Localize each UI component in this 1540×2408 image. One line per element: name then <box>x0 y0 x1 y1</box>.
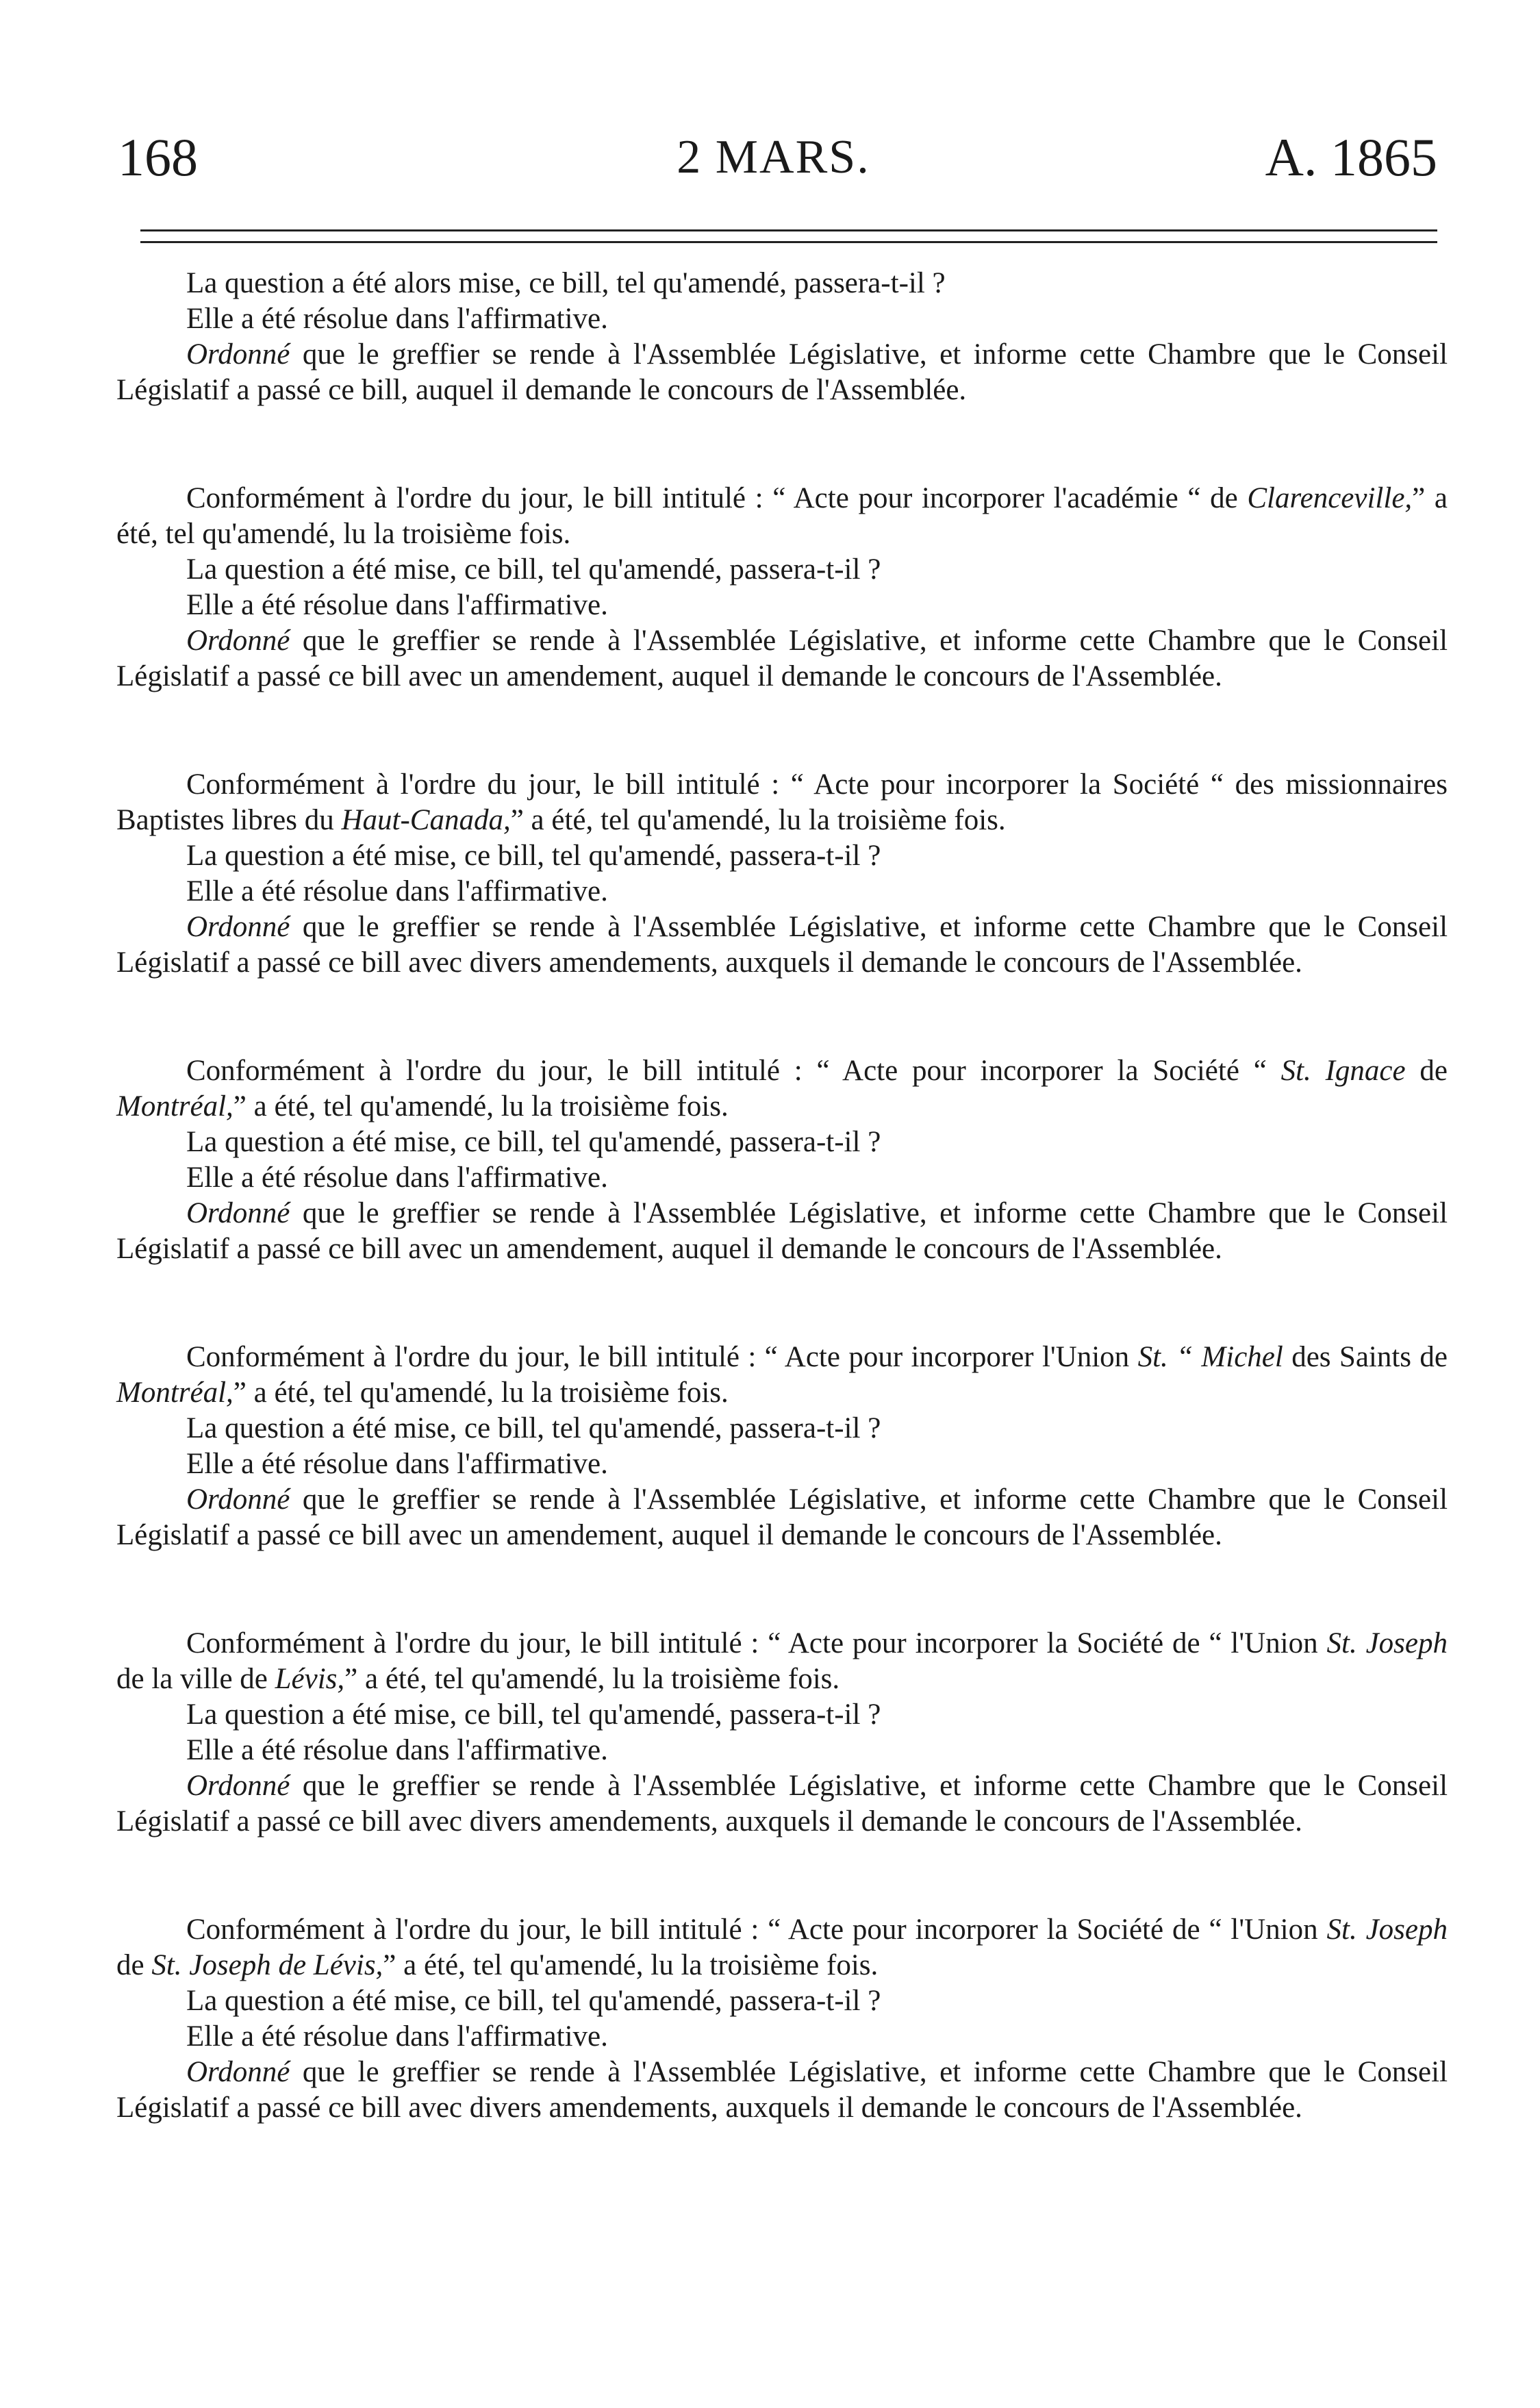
order-text: que le greffier se rende à l'Assemblée Législative, et informe cette Chambre que le Conseil Législatif a passé ce bill, auquel il demande le concours de l'Assemblée. <box>116 338 1448 406</box>
order-text: que le greffier se rende à l'Assemblée Législative, et informe cette Chambre que le Conseil Législatif a passé ce bill avec un amendement, auquel il demande le concours de l'Assemblée. <box>116 625 1448 692</box>
bill-name: Clarenceville, <box>1247 482 1413 514</box>
order-text: que le greffier se rende à l'Assemblée Législative, et informe cette Chambre que le Conseil Législatif a passé ce bill avec un amendement, auquel il demande le concours de l'Assemblée. <box>116 1483 1448 1551</box>
proceeding-entry <box>116 266 1448 408</box>
bill-name: St. “ Michel <box>1137 1341 1283 1373</box>
proceeding-entry <box>116 1053 1448 1267</box>
bill-name: St. Joseph <box>1326 1914 1448 1946</box>
proceeding-entry <box>116 1626 1448 1840</box>
proceeding-entry <box>116 481 1448 694</box>
bill-name: St. Ignace <box>1280 1055 1406 1087</box>
page-body <box>116 266 1448 2126</box>
question-line: La question a été mise, ce bill, tel qu'amendé, passera-t-il ? <box>186 1126 881 1158</box>
question-line: La question a été mise, ce bill, tel qu'amendé, passera-t-il ? <box>186 840 881 872</box>
order-paragraph <box>116 1196 1448 1267</box>
order-text: que le greffier se rende à l'Assemblée Législative, et informe cette Chambre que le Conseil Législatif a passé ce bill avec divers amendements, auxquels il demande le concours de l'Assemblée. <box>116 911 1448 979</box>
question-line: La question a été mise, ce bill, tel qu'amendé, passera-t-il ? <box>186 1412 881 1444</box>
resolution-line: Elle a été résolue dans l'affirmative. <box>186 303 608 335</box>
order-text: que le greffier se rende à l'Assemblée Législative, et informe cette Chambre que le Conseil Législatif a passé ce bill avec divers amendements, auxquels il demande le concours de l'Assemblée. <box>116 2056 1448 2124</box>
order-paragraph <box>116 623 1448 694</box>
order-paragraph <box>116 910 1448 981</box>
proceeding-entry <box>116 767 1448 981</box>
resolution-line: Elle a été résolue dans l'affirmative. <box>186 2020 608 2053</box>
place-name: Montréal, <box>116 1377 233 1409</box>
resolution-line: Elle a été résolue dans l'affirmative. <box>186 589 608 621</box>
bill-reading-paragraph: Conformément à l'ordre du jour, le bill intitulé : “ Acte pour incorporer l'Union St. “ Michel des Saints de Montréal,” a été, tel qu'amendé, lu la troisième fois. <box>116 1341 1448 1409</box>
bill-reading-paragraph: Conformément à l'ordre du jour, le bill intitulé : “ Acte pour incorporer la Société “ des missionnaires Baptistes libres du Haut-Canada,” a été, tel qu'amendé, lu la troisième fois. <box>116 768 1448 836</box>
proceeding-entry <box>116 1340 1448 1553</box>
order-text: que le greffier se rende à l'Assemblée Législative, et informe cette Chambre que le Conseil Législatif a passé ce bill avec divers amendements, auxquels il demande le concours de l'Assemblée. <box>116 1770 1448 1838</box>
bill-reading-paragraph: Conformément à l'ordre du jour, le bill intitulé : “ Acte pour incorporer l'académie “ de Clarenceville,” a été, tel qu'amendé, lu la troisième fois. <box>116 482 1448 550</box>
bill-reading-paragraph: Conformément à l'ordre du jour, le bill intitulé : “ Acte pour incorporer la Société de “ l'Union St. Joseph de St. Joseph de Lévis,” a été, tel qu'amendé, lu la troisième fois. <box>116 1914 1448 1981</box>
order-keyword: Ordonné <box>186 911 290 943</box>
order-keyword: Ordonné <box>186 1197 290 1229</box>
order-paragraph <box>116 1768 1448 1840</box>
bill-reading-paragraph: Conformément à l'ordre du jour, le bill intitulé : “ Acte pour incorporer la Société “ St. Ignace de Montréal,” a été, tel qu'amendé, lu la troisième fois. <box>116 1055 1448 1123</box>
order-keyword: Ordonné <box>186 2056 290 2088</box>
order-paragraph <box>116 1482 1448 1553</box>
header-rule-top <box>140 229 1437 231</box>
order-keyword: Ordonné <box>186 625 290 657</box>
resolution-line: Elle a été résolue dans l'affirmative. <box>186 1448 608 1480</box>
page-number: 168 <box>118 127 198 187</box>
bill-name: Haut-Canada, <box>341 804 511 836</box>
bill-reading-paragraph: Conformément à l'ordre du jour, le bill intitulé : “ Acte pour incorporer la Société de “ l'Union St. Joseph de la ville de Lévis,” a été, tel qu'amendé, lu la troisième fois. <box>116 1627 1448 1695</box>
order-keyword: Ordonné <box>186 1483 290 1516</box>
page-header <box>110 120 1437 195</box>
question-line: La question a été mise, ce bill, tel qu'amendé, passera-t-il ? <box>186 553 881 586</box>
page-date: 2 MARS. <box>677 131 870 184</box>
page-year: A. 1865 <box>1265 127 1437 187</box>
resolution-line: Elle a été résolue dans l'affirmative. <box>186 875 608 907</box>
resolution-line: Elle a été résolue dans l'affirmative. <box>186 1162 608 1194</box>
order-keyword: Ordonné <box>186 1770 290 1802</box>
order-keyword: Ordonné <box>186 338 290 371</box>
order-paragraph <box>116 2055 1448 2126</box>
question-line: La question a été mise, ce bill, tel qu'amendé, passera-t-il ? <box>186 1698 881 1731</box>
question-line: La question a été alors mise, ce bill, tel qu'amendé, passera-t-il ? <box>186 267 946 299</box>
proceeding-entry <box>116 1912 1448 2126</box>
order-paragraph <box>116 337 1448 408</box>
order-text: que le greffier se rende à l'Assemblée Législative, et informe cette Chambre que le Conseil Législatif a passé ce bill avec un amendement, auquel il demande le concours de l'Assemblée. <box>116 1197 1448 1265</box>
question-line: La question a été mise, ce bill, tel qu'amendé, passera-t-il ? <box>186 1985 881 2017</box>
header-rule-bottom <box>140 241 1437 243</box>
bill-name: St. Joseph <box>1326 1627 1448 1659</box>
place-name: Montréal, <box>116 1090 233 1123</box>
place-name: Lévis, <box>275 1663 345 1695</box>
resolution-line: Elle a été résolue dans l'affirmative. <box>186 1734 608 1766</box>
place-name: St. Joseph de Lévis, <box>151 1949 383 1981</box>
